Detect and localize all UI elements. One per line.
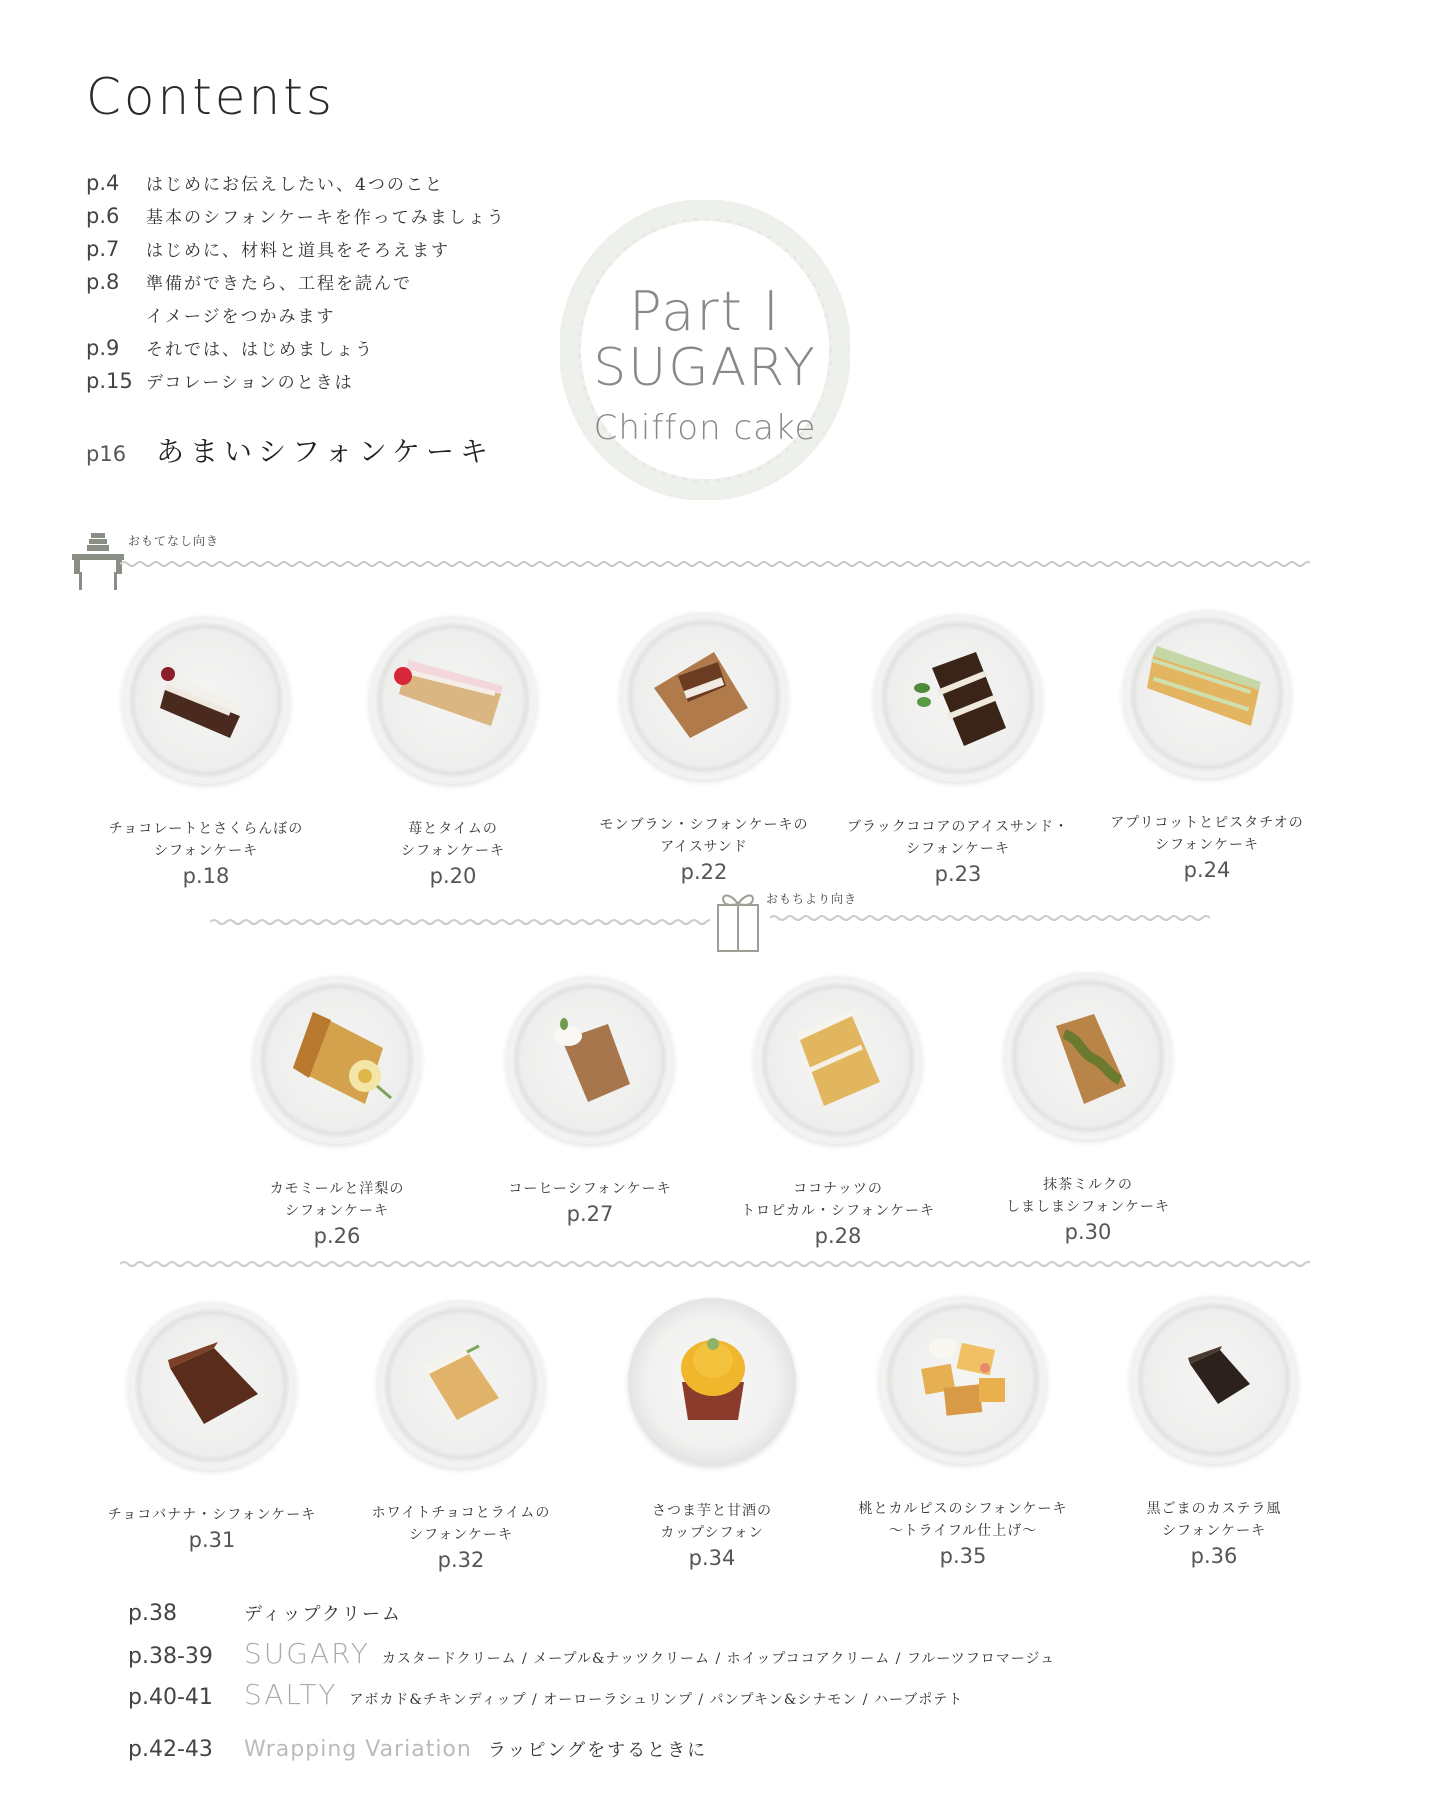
recipe-title-line: さつま芋と甘酒の: [652, 1503, 772, 1519]
toc-item[interactable]: [86, 236, 450, 261]
recipe-page: p.34: [688, 1546, 736, 1570]
recipe-title-line: 桃とカルピスのシフォンケーキ: [858, 1501, 1068, 1517]
toc-item[interactable]: [86, 269, 412, 294]
toc-text: ラッピングをするときに: [487, 1740, 708, 1761]
plate-photo: [122, 616, 290, 784]
recipe-card[interactable]: [1087, 610, 1327, 882]
recipe-title-line: モンブラン・シフォンケーキの: [599, 817, 809, 833]
recipe-card[interactable]: [843, 1296, 1083, 1568]
recipe-title-line: シフォンケーキ: [284, 1203, 390, 1219]
plate-photo: [1004, 972, 1172, 1140]
apricot-pistachio-cake-icon: [1141, 640, 1271, 740]
toc-page: p.38-39: [128, 1644, 213, 1669]
plate-photo: [754, 976, 922, 1144]
toc-text: アボカド&チキンディップ / オーローラシュリンプ / パンプキン&シナモン / ハーブポテト: [349, 1692, 964, 1708]
toc-item[interactable]: [86, 335, 374, 360]
page-title: Contents: [86, 68, 335, 126]
toc-category-label: Wrapping Variation: [244, 1737, 472, 1762]
recipe-title-line: シフォンケーキ: [1161, 1523, 1267, 1539]
recipe-card[interactable]: [838, 614, 1078, 886]
part-subtitle: Chiffon cake: [593, 408, 817, 448]
recipe-page: p.28: [814, 1224, 862, 1248]
recipe-title-line: シフォンケーキ: [400, 843, 506, 859]
toc-page: p.8: [86, 270, 120, 294]
recipe-page: p.23: [934, 862, 982, 886]
recipe-title-line: 黒ごまのカステラ風: [1146, 1501, 1282, 1517]
recipe-card[interactable]: [968, 972, 1208, 1244]
recipe-title-line: ブラックココアのアイスサンド・: [846, 819, 1070, 835]
recipe-card[interactable]: [333, 616, 573, 888]
wavy-divider: [770, 912, 1210, 924]
toc-text: ディップクリーム: [244, 1604, 403, 1625]
toc-text: はじめに、材料と道具をそろえます: [146, 241, 450, 261]
plate-photo: [377, 1300, 545, 1468]
plate-photo: [506, 976, 674, 1144]
toc-page: p.9: [86, 336, 120, 360]
recipe-title-line: シフォンケーキ: [153, 843, 259, 859]
section-label-gift: おもちより向き: [766, 892, 858, 906]
recipe-title-line: カモミールと洋梨の: [269, 1181, 405, 1197]
toc-item[interactable]: [86, 170, 444, 195]
matcha-cake-icon: [1040, 1010, 1140, 1110]
sweet-potato-cup-icon: [668, 1324, 758, 1434]
toc-item[interactable]: [128, 1637, 1055, 1670]
recipe-title-line: 抹茶ミルクの: [1043, 1177, 1133, 1193]
recipe-card[interactable]: [592, 1298, 832, 1570]
plate-photo: [874, 614, 1042, 782]
toc-section-heading[interactable]: [86, 430, 494, 470]
recipe-card[interactable]: [1094, 1296, 1334, 1568]
recipe-title-line: アプリコットとピスタチオの: [1110, 815, 1304, 831]
toc-text: 基本のシフォンケーキを作ってみましょう: [146, 208, 506, 228]
recipe-page: p.22: [680, 860, 728, 884]
chamomile-pear-cake-icon: [279, 1004, 399, 1114]
choco-banana-cake-icon: [164, 1338, 264, 1438]
recipe-card[interactable]: [341, 1300, 581, 1572]
recipe-title-line: ココナッツの: [793, 1181, 883, 1197]
recipe-page: p.31: [188, 1528, 236, 1552]
plate-photo: [253, 976, 421, 1144]
recipe-title-line: トロピカル・シフォンケーキ: [740, 1203, 936, 1219]
recipe-page: p.26: [313, 1224, 361, 1248]
recipe-title-line: コーヒーシフォンケーキ: [508, 1181, 672, 1197]
toc-text: カスタードクリーム / メープル&ナッツクリーム / ホイップココアクリーム / フルーツフロマージュ: [381, 1651, 1056, 1667]
toc-page: p.4: [86, 171, 120, 195]
toc-page: p.6: [86, 204, 120, 228]
part-number: Part I: [629, 280, 781, 343]
toc-page: p16: [86, 442, 127, 466]
toc-page: p.38: [128, 1601, 177, 1626]
toc-item[interactable]: [86, 368, 354, 393]
part-title-badge: [560, 200, 850, 500]
recipe-title-line: しましまシフォンケーキ: [1005, 1199, 1171, 1215]
toc-page: p.42-43: [128, 1737, 213, 1762]
recipe-card[interactable]: [86, 616, 326, 888]
recipe-page: p.18: [182, 864, 230, 888]
recipe-title-line: 〜トライフル仕上げ〜: [888, 1523, 1038, 1539]
recipe-card[interactable]: [217, 976, 457, 1248]
recipe-title-line: シフォンケーキ: [408, 1527, 514, 1543]
toc-item[interactable]: [128, 1678, 963, 1711]
recipe-card[interactable]: [718, 976, 958, 1248]
recipe-title-line: シフォンケーキ: [905, 841, 1011, 857]
recipe-title-line: チョコレートとさくらんぼの: [108, 821, 304, 837]
plate-photo: [628, 1298, 796, 1466]
recipe-card[interactable]: [584, 612, 824, 884]
plate-photo: [1123, 610, 1291, 778]
black-cocoa-cake-icon: [912, 648, 1012, 758]
black-sesame-cake-icon: [1180, 1346, 1260, 1416]
recipe-title-line: ホワイトチョコとライムの: [371, 1505, 551, 1521]
white-choco-lime-cake-icon: [417, 1344, 517, 1434]
mont-blanc-cake-icon: [644, 642, 764, 742]
plate-photo: [128, 1302, 296, 1470]
wavy-divider: [120, 1258, 1310, 1270]
recipe-card[interactable]: [470, 976, 710, 1226]
recipe-page: p.24: [1183, 858, 1231, 882]
recipe-title-line: カップシフォン: [660, 1525, 764, 1541]
section-title: あまいシフォンケーキ: [156, 435, 495, 468]
toc-item[interactable]: [86, 203, 506, 228]
toc-page: p.15: [86, 369, 133, 393]
toc-item[interactable]: [86, 302, 336, 327]
recipe-card[interactable]: [92, 1302, 332, 1552]
recipe-page: p.32: [437, 1548, 485, 1572]
coffee-cake-icon: [542, 1006, 642, 1116]
section-label-hospitality: おもてなし向き: [128, 534, 220, 548]
recipe-page: p.20: [429, 864, 477, 888]
recipe-title-line: シフォンケーキ: [1154, 837, 1260, 853]
wavy-divider: [120, 558, 1310, 570]
plate-photo: [879, 1296, 1047, 1464]
peach-trifle-icon: [909, 1326, 1019, 1436]
toc-page: p.7: [86, 237, 120, 261]
toc-item[interactable]: [128, 1600, 402, 1626]
toc-category-label: SALTY: [244, 1678, 338, 1711]
toc-text: それでは、はじめましょう: [146, 340, 374, 360]
wavy-divider: [210, 916, 710, 928]
coconut-cake-icon: [784, 1006, 894, 1116]
recipe-page: p.36: [1190, 1544, 1238, 1568]
recipe-page: p.27: [566, 1202, 614, 1226]
recipe-title-line: チョコバナナ・シフォンケーキ: [107, 1507, 317, 1523]
recipe-title-line: アイスサンド: [660, 839, 748, 855]
part-name: SUGARY: [593, 338, 817, 398]
plate-photo: [369, 616, 537, 784]
toc-text: イメージをつかみます: [146, 307, 336, 327]
toc-category-label: SUGARY: [244, 1637, 370, 1670]
recipe-title-line: 苺とタイムの: [408, 821, 498, 837]
chocolate-cherry-cake-icon: [156, 656, 256, 746]
plate-photo: [1130, 1296, 1298, 1464]
toc-text: 準備ができたら、工程を読んで: [146, 274, 412, 294]
toc-page: p.40-41: [128, 1685, 213, 1710]
gift-icon: [712, 888, 764, 956]
recipe-page: p.35: [939, 1544, 987, 1568]
recipe-page: p.30: [1064, 1220, 1112, 1244]
toc-text: はじめにお伝えしたい、4つのこと: [146, 175, 444, 195]
strawberry-cake-icon: [391, 650, 511, 740]
toc-text: デコレーションのときは: [146, 373, 354, 393]
toc-item[interactable]: [128, 1736, 707, 1762]
plate-photo: [620, 612, 788, 780]
